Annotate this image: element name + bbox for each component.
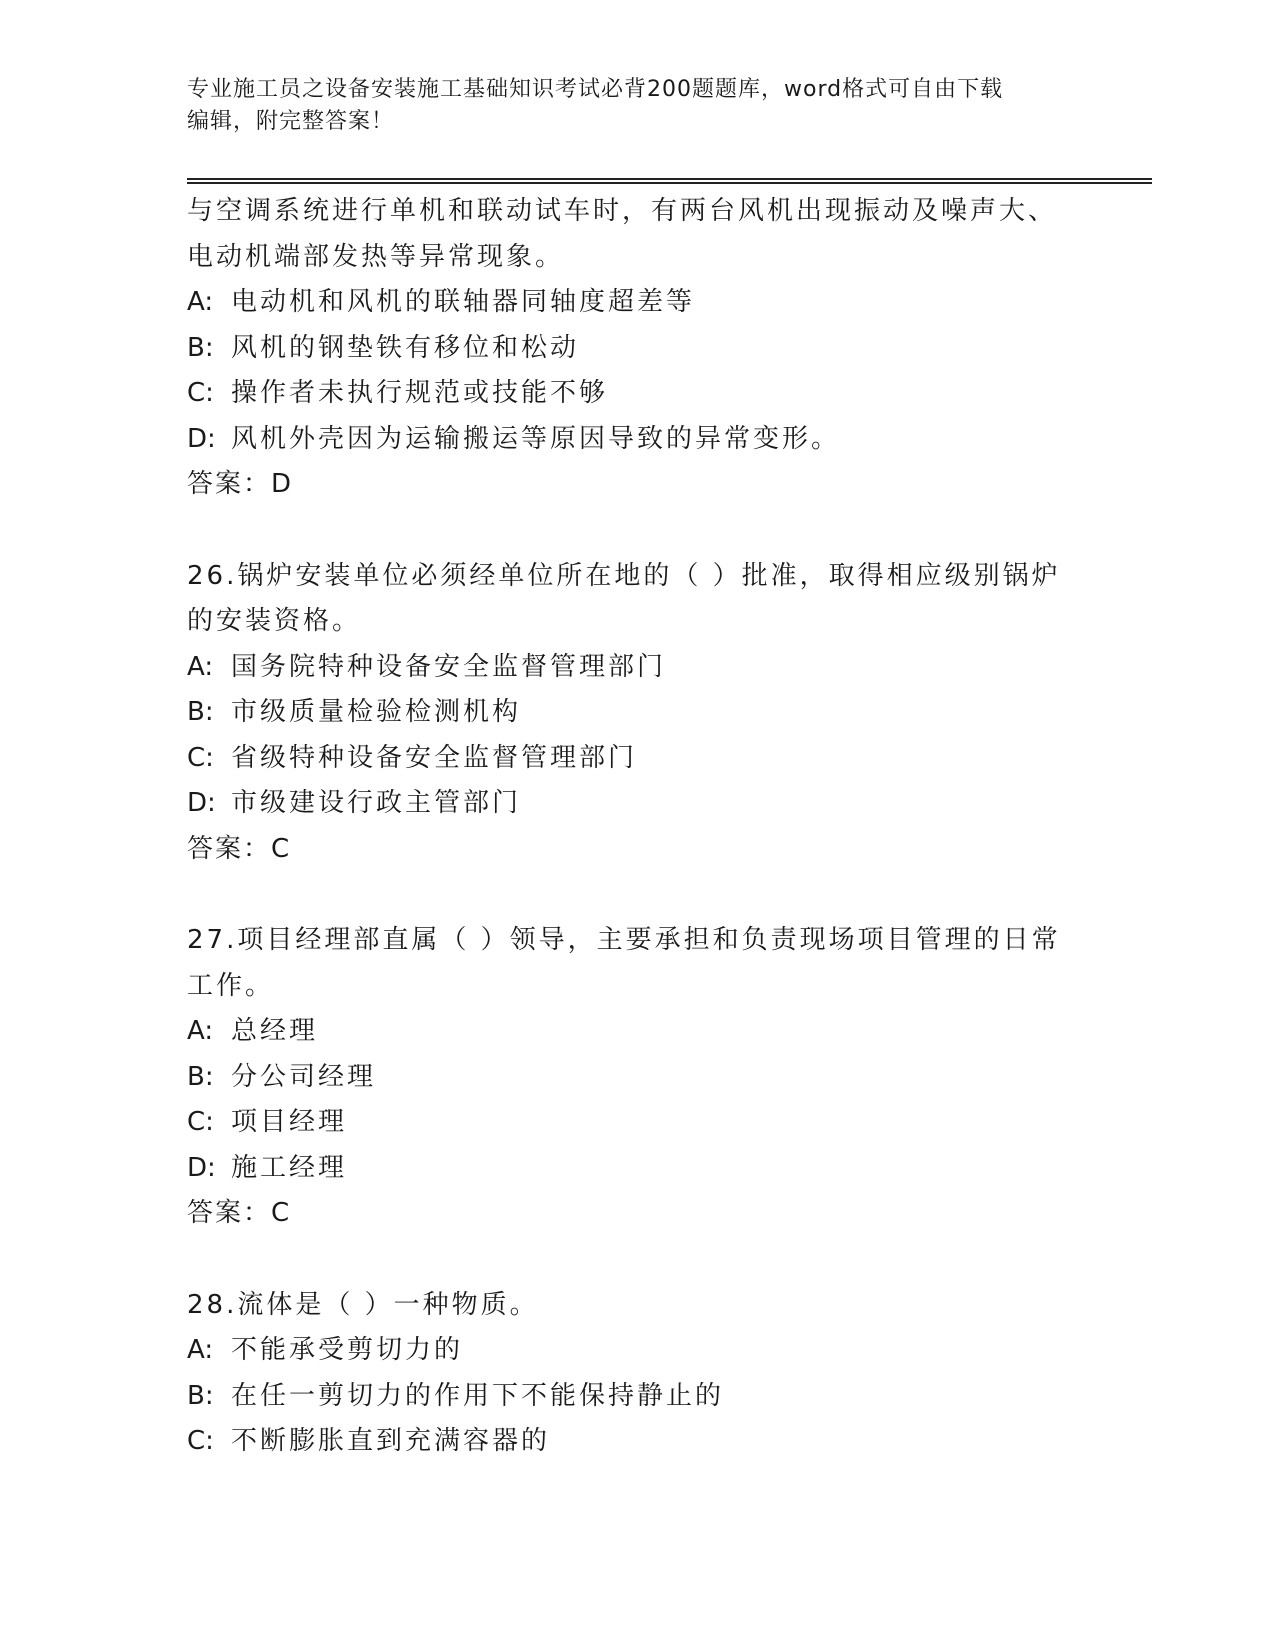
question-text: 26.锅炉安装单位必须经单位所在地的（ ）批准，取得相应级别锅炉 bbox=[187, 560, 1061, 591]
option-key: A: bbox=[187, 651, 214, 682]
option-a bbox=[187, 1328, 1067, 1374]
option-text: 项目经理 bbox=[231, 1107, 348, 1137]
option-a bbox=[187, 1009, 1067, 1055]
option-a bbox=[187, 280, 1067, 326]
option-key: B: bbox=[187, 1380, 214, 1411]
option-key: D: bbox=[187, 423, 216, 454]
header-title-line-1: 专业施工员之设备安装施工基础知识考试必背200题题库，word格式可自由下载 bbox=[187, 77, 1004, 102]
option-text: 电动机和风机的联轴器同轴度超差等 bbox=[231, 287, 696, 317]
option-key: A: bbox=[187, 287, 214, 317]
option-d bbox=[187, 781, 1067, 827]
option-key: C: bbox=[187, 378, 214, 408]
option-c bbox=[187, 736, 1067, 782]
question-spacer bbox=[187, 508, 1067, 554]
header-divider-bottom bbox=[187, 182, 1152, 184]
option-text: 总经理 bbox=[231, 1016, 319, 1046]
header-title-line-2: 编辑，附完整答案！ bbox=[187, 109, 395, 134]
option-key: A: bbox=[187, 1335, 214, 1365]
option-b bbox=[187, 1374, 1067, 1420]
question-25 bbox=[187, 189, 1067, 508]
option-b bbox=[187, 1055, 1067, 1101]
option-d bbox=[187, 417, 1067, 463]
question-26 bbox=[187, 554, 1067, 873]
option-c bbox=[187, 1100, 1067, 1146]
option-text: 市级质量检验检测机构 bbox=[231, 697, 522, 727]
option-d bbox=[187, 1146, 1067, 1192]
option-text: 不断膨胀直到充满容器的 bbox=[231, 1426, 551, 1456]
answer-line: 答案：C bbox=[187, 833, 292, 864]
option-text: 风机外壳因为运输搬运等原因导致的异常变形。 bbox=[231, 423, 841, 454]
question-text: 28.流体是（ ）一种物质。 bbox=[187, 1289, 539, 1320]
question-text: 工作。 bbox=[187, 970, 275, 1001]
option-key: B: bbox=[187, 1061, 214, 1092]
question-text: 电动机端部发热等异常现象。 bbox=[187, 241, 565, 272]
answer-line: 答案：D bbox=[187, 469, 294, 499]
option-key: C: bbox=[187, 1426, 214, 1456]
option-c bbox=[187, 1419, 1067, 1465]
option-b bbox=[187, 326, 1067, 372]
option-text: 施工经理 bbox=[231, 1152, 348, 1183]
question-spacer bbox=[187, 1237, 1067, 1283]
option-key: D: bbox=[187, 788, 216, 818]
option-text: 国务院特种设备安全监督管理部门 bbox=[231, 651, 667, 682]
option-key: D: bbox=[187, 1152, 216, 1183]
option-a bbox=[187, 645, 1067, 691]
option-key: B: bbox=[187, 332, 214, 363]
option-text: 风机的钢垫铁有移位和松动 bbox=[231, 332, 580, 363]
header-divider-top bbox=[187, 178, 1152, 180]
option-text: 在任一剪切力的作用下不能保持静止的 bbox=[231, 1380, 725, 1411]
question-list bbox=[187, 189, 1067, 1465]
option-text: 分公司经理 bbox=[231, 1061, 377, 1092]
question-spacer bbox=[187, 872, 1067, 918]
option-text: 不能承受剪切力的 bbox=[231, 1335, 464, 1365]
question-28 bbox=[187, 1283, 1067, 1465]
question-text: 与空调系统进行单机和联动试车时，有两台风机出现振动及噪声大、 bbox=[187, 196, 1058, 226]
question-text: 27.项目经理部直属（ ）领导，主要承担和负责现场项目管理的日常 bbox=[187, 925, 1061, 955]
option-c bbox=[187, 371, 1067, 417]
question-27 bbox=[187, 918, 1067, 1237]
option-key: B: bbox=[187, 697, 214, 727]
option-text: 市级建设行政主管部门 bbox=[231, 788, 522, 818]
answer-line: 答案：C bbox=[187, 1198, 292, 1228]
document-header bbox=[187, 74, 1067, 138]
option-key: C: bbox=[187, 742, 214, 773]
option-text: 省级特种设备安全监督管理部门 bbox=[231, 742, 638, 773]
question-text: 的安装资格。 bbox=[187, 606, 362, 636]
option-text: 操作者未执行规范或技能不够 bbox=[231, 378, 609, 408]
option-key: A: bbox=[187, 1016, 214, 1046]
option-key: C: bbox=[187, 1107, 214, 1137]
option-b bbox=[187, 690, 1067, 736]
